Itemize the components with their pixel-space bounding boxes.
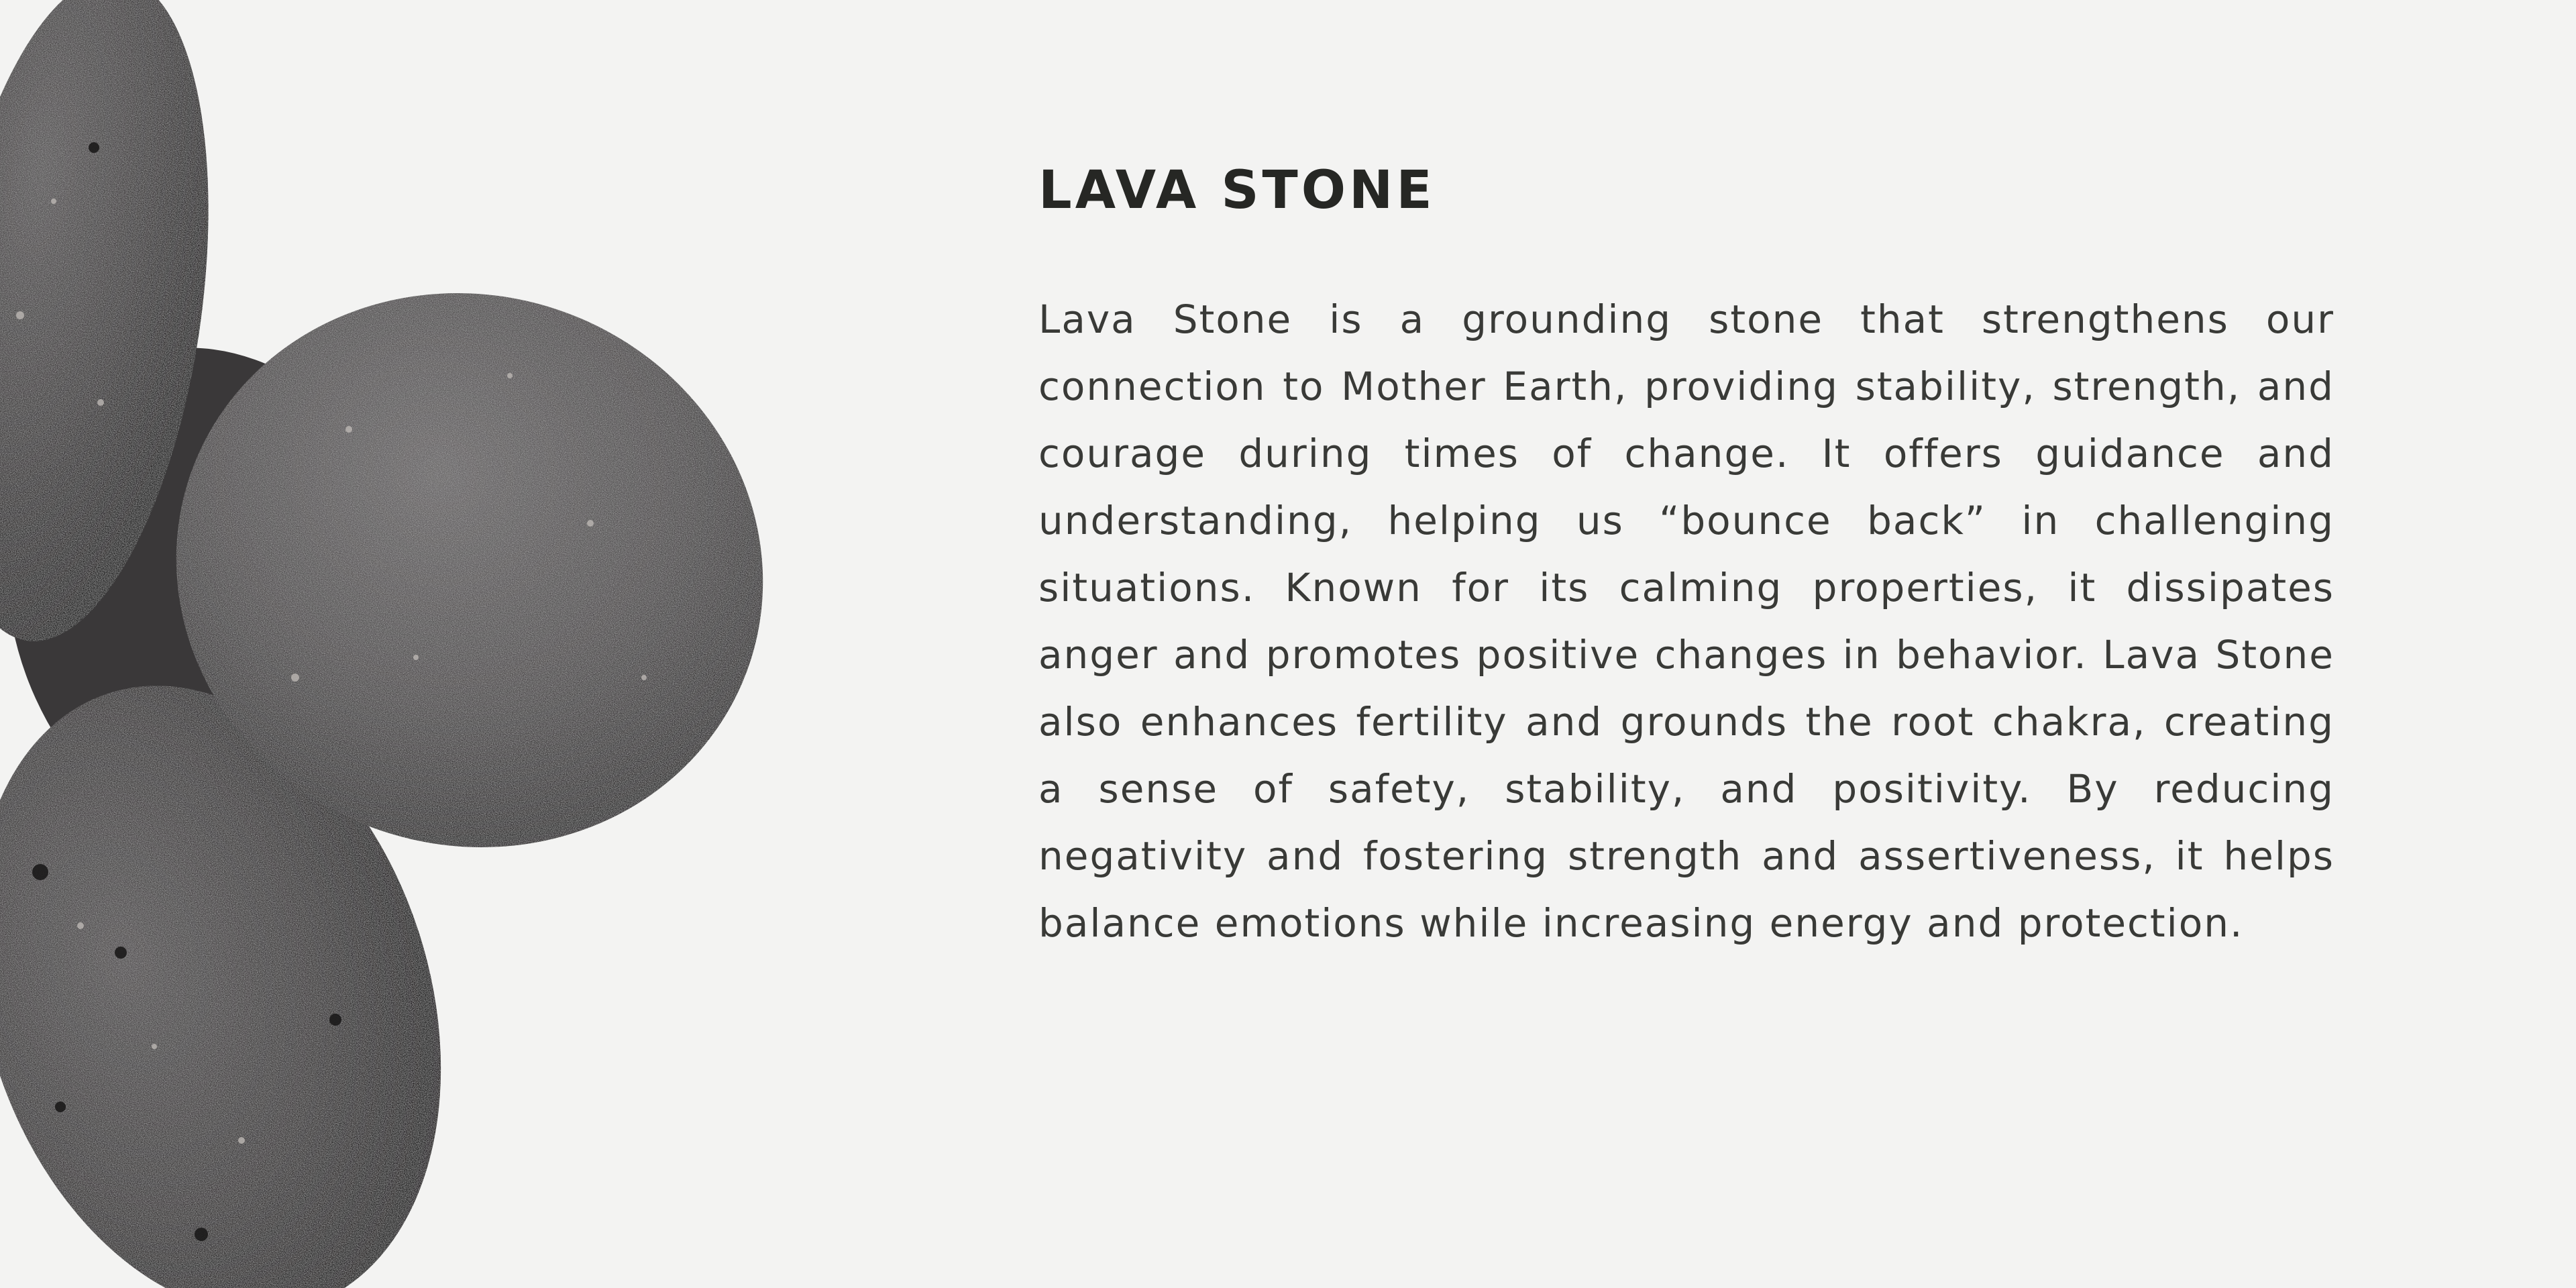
description-paragraph: Lava Stone is a grounding stone that strengthens our connection to Mother Earth, providing stability, strength, and courage during times of change. It offers guidance and understanding, helping us “bounce back” in challenging situations. Known for its calming properties, it dissipates anger and promotes positive changes in behavior. Lava Stone also enhances fertility and grounds the root chakra, creating a sense of safety, stability, and positivity. By reducing negativity and fostering strength and assertiveness, it helps balance emotions while increasing energy and protection. — [1038, 296, 2334, 946]
page-title: LAVA STONE — [1038, 160, 1436, 221]
lava-stones-image — [0, 0, 805, 1288]
content-panel — [1038, 160, 2334, 957]
